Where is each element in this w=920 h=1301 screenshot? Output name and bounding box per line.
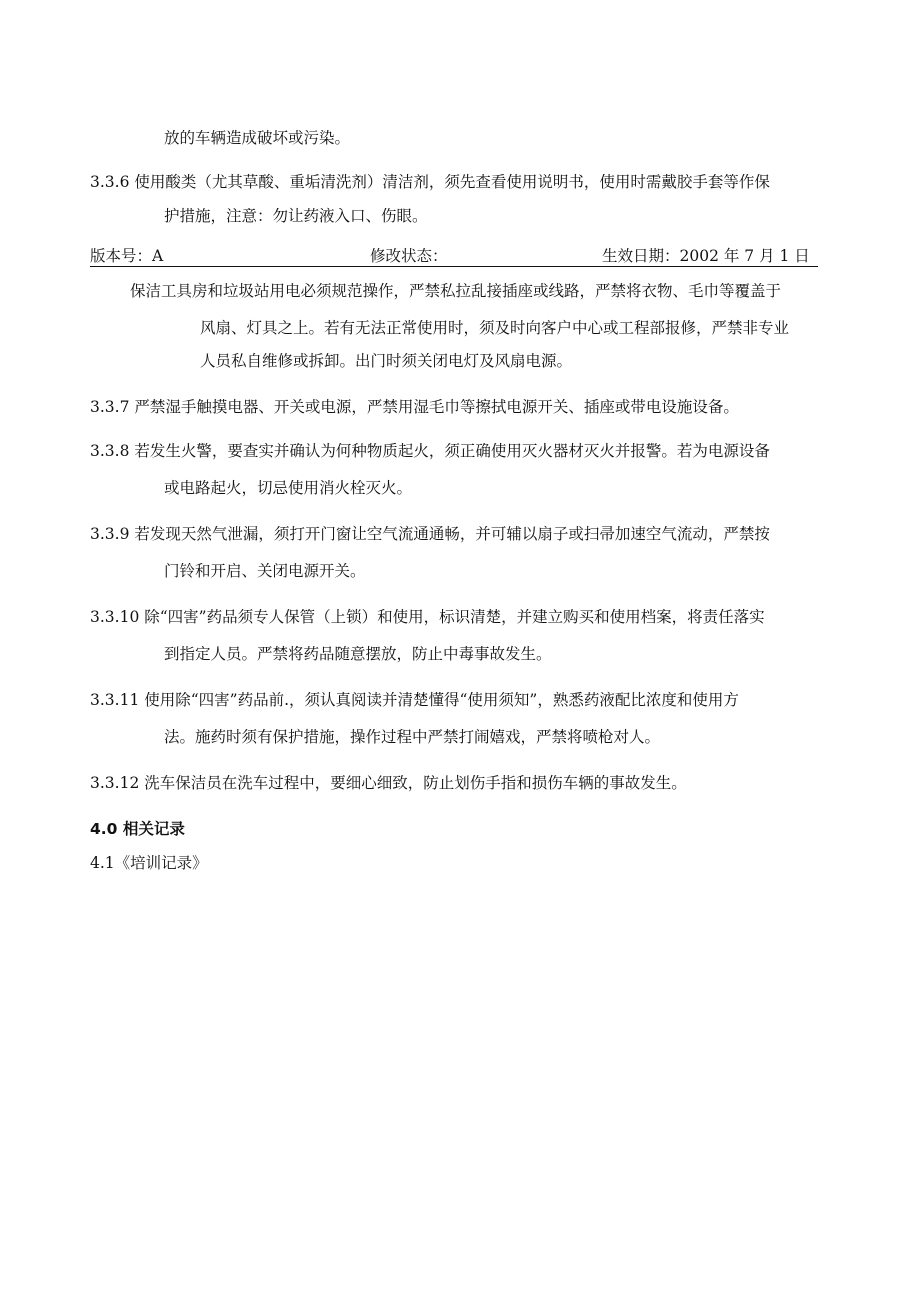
text-line: 人员私自维修或拆卸。出门时须关闭电灯及风扇电源。 [200,352,573,370]
text-line: 或电路起火，切忌使用消火栓灭火。 [164,479,413,497]
clause-3-3-9: 3.3.9 若发现天然气泄漏，须打开门窗让空气流通通畅，并可辅以扇子或扫帚加速空气流动，严禁按 [90,525,770,543]
clause-3-3-12: 3.3.12 洗车保洁员在洗车过程中，要细心细致，防止划伤手指和损伤车辆的事故发生。 [90,774,687,792]
text-line: 放的车辆造成破坏或污染。 [164,129,351,147]
version-label: 版本号：A [90,247,164,265]
clause-3-3-10: 3.3.10 除“四害”药品须专人保管（上锁）和使用，标识清楚，并建立购买和使用档案，将责任落实 [90,608,765,626]
clause-3-3-6: 3.3.6 使用酸类（尤其草酸、重垢清洗剂）清洁剂，须先查看使用说明书，使用时需戴胶手套等作保 [90,173,770,191]
text-line: 法。施药时须有保护措施，操作过程中严禁打闹嬉戏，严禁将喷枪对人。 [164,728,661,746]
text-line: 门铃和开启、关闭电源开关。 [164,562,366,580]
clause-3-3-8: 3.3.8 若发生火警，要查实并确认为何种物质起火，须正确使用灭火器材灭火并报警。若为电源设备 [90,442,770,460]
revision-status-label: 修改状态： [370,247,448,265]
clause-3-3-7: 3.3.7 严禁湿手触摸电器、开关或电源，严禁用湿毛巾等擦拭电源开关、插座或带电设施设备。 [90,398,739,416]
section-heading: 4.0 相关记录 [90,820,185,838]
text-line: 到指定人员。严禁将药品随意摆放，防止中毒事故发生。 [164,645,552,663]
document-footer [90,246,818,267]
record-item: 4.1《培训记录》 [90,854,208,872]
text-line: 护措施，注意：勿让药液入口、伤眼。 [164,207,428,225]
text-line: 风扇、灯具之上。若有无法正常使用时，须及时向客户中心或工程部报修，严禁非专业 [200,319,790,337]
clause-3-3-11: 3.3.11 使用除“四害”药品前.，须认真阅读并清楚懂得“使用须知”，熟悉药液配比浓度和使用方 [90,691,739,709]
effective-date-label: 生效日期：2002 年 7 月 1 日 [602,247,810,265]
text-line: 保洁工具房和垃圾站用电必须规范操作，严禁私拉乱接插座或线路，严禁将衣物、毛巾等覆盖于 [130,282,782,300]
